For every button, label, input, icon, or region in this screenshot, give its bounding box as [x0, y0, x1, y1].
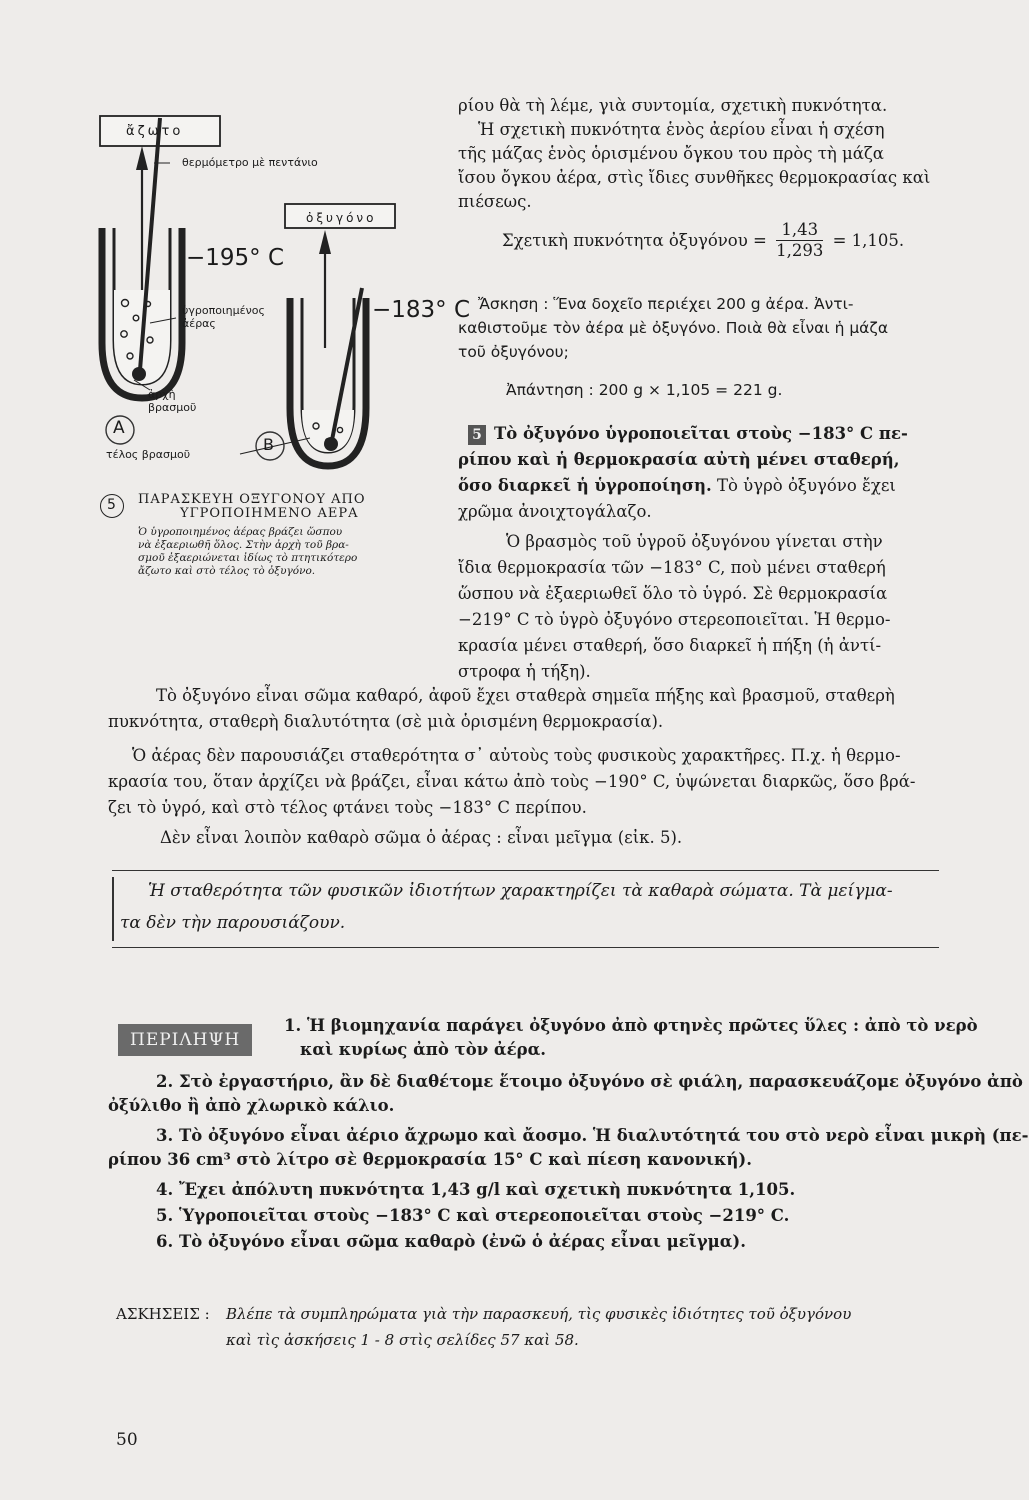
label-azoto: ἄζωτο — [126, 124, 184, 139]
summary-tag: ΠΕΡΙΛΗΨΗ — [118, 1024, 252, 1056]
label-oxygen: ὀξυγόνο — [306, 211, 377, 225]
formula-result: = 1,105. — [832, 231, 905, 250]
rule-line: Ἡ σταθερότητα τῶν φυσικῶν ἰδιοτήτων χαρακτηρίζει τὰ καθαρὰ σώματα. Τὰ μείγμα- — [148, 881, 893, 901]
summary-item: καὶ κυρίως ἀπὸ τὸν ἀέρα. — [300, 1040, 547, 1059]
label-thermometer: θερμόμετρο μὲ πεντάνιο — [182, 156, 318, 169]
temp-left: −195° C — [186, 245, 285, 271]
exercise-line: τοῦ ὀξυγόνου; — [458, 343, 569, 361]
exercises — [116, 1300, 939, 1360]
summary-item: 1. Ἡ βιομηχανία παράγει ὀξυγόνο ἀπὸ φτηνὲς πρῶτες ὕλες : ἀπὸ τὸ νερὸ — [284, 1016, 978, 1035]
caption-line: ἄζωτο καὶ στὸ τέλος τὸ ὀξυγόνο. — [138, 565, 316, 577]
text-line: στροφα ἡ τήξη). — [458, 662, 591, 681]
formula-label: Σχετικὴ πυκνότητα ὀξυγόνου = — [502, 231, 767, 250]
figure-caption — [100, 488, 440, 588]
relative-density-formula — [502, 220, 904, 261]
summary-list — [108, 1016, 1029, 1256]
section-number-badge: 5 — [468, 425, 486, 445]
summary-item: 6. Τὸ ὀξυγόνο εἶναι σῶμα καθαρὸ (ἐνῶ ὁ ἀέρας εἶναι μεῖγμα). — [156, 1232, 746, 1251]
caption-title-1: ΠΑΡΑΣΚΕΥΗ ΟΞΥΓΟΝΟΥ ΑΠΟ — [138, 492, 366, 507]
caption-line: νὰ ἐξαεριωθῆ ὅλος. Στὴν ἀρχὴ τοῦ βρα- — [138, 539, 349, 551]
arrow-up-icon — [136, 146, 148, 170]
label-liquefied-2: ἀέρας — [182, 317, 216, 330]
text-line: κρασία μένει σταθερή, ὅσο διαρκεῖ ἡ πήξη (ἡ ἀντί- — [458, 636, 882, 655]
text-line: ἴσου ὄγκου ἀέρα, στὶς ἴδιες συνθῆκες θερμοκρασίας καὶ — [458, 168, 931, 187]
exercises-line: καὶ τὶς ἀσκήσεις 1 - 8 στὶς σελίδες 57 καὶ 58. — [226, 1331, 579, 1349]
text-line: Ὁ βρασμὸς τοῦ ὑγροῦ ὀξυγόνου γίνεται στὴν — [506, 532, 883, 551]
summary-item: ρίπου 36 cm³ στὸ λίτρο σὲ θερμοκρασία 15° C καὶ πίεση κανονική). — [108, 1150, 752, 1169]
rule-box — [112, 870, 939, 948]
caption-title-2: ΥΓΡΟΠΟΙΗΜΕΝΟ ΑΕΡΑ — [180, 506, 359, 521]
summary-item: ὀξύλιθο ἢ ἀπὸ χλωρικὸ κάλιο. — [108, 1096, 395, 1115]
label-liquefied-1: ὑγροποιημένος — [182, 304, 265, 317]
exercise-line: καθιστοῦμε τὸν ἀέρα μὲ ὀξυγόνο. Ποιὰ θὰ εἶναι ἡ μάζα — [458, 319, 889, 337]
formula-fraction — [776, 220, 823, 261]
text-line: ζει τὸ ὑγρό, καὶ στὸ τέλος φτάνει τοὺς −183° C περίπου. — [108, 798, 587, 817]
text-line: Δὲν εἶναι λοιπὸν καθαρὸ σῶμα ὁ ἀέρας : εἶναι μεῖγμα (εἰκ. 5). — [160, 828, 683, 847]
text-line: κρασία του, ὅταν ἀρχίζει νὰ βράζει, εἶναι κάτω ἀπὸ τοὺς −190° C, ὑψώνεται διαρκῶς, ὅσο βρά- — [108, 772, 916, 791]
label-end-boil: τέλος βρασμοῦ — [106, 448, 191, 461]
label-start-boil-1: ἀρχὴ — [148, 388, 176, 401]
arrow-up-icon — [319, 230, 331, 254]
text-line: χρῶμα ἀνοιχτογάλαζο. — [458, 502, 652, 521]
right-column — [458, 96, 939, 686]
exercises-label: ΑΣΚΗΣΕΙΣ : — [116, 1305, 210, 1323]
text-line: Ἡ σχετικὴ πυκνότητα ἑνὸς ἀερίου εἶναι ἡ σχέση — [478, 120, 885, 139]
text-line: ἴδια θερμοκρασία τῶν −183° C, ποὺ μένει σταθερή — [458, 558, 886, 577]
rule-line: τα δὲν τὴν παρουσιάζουν. — [120, 913, 346, 933]
text-line: −219° C τὸ ὑγρὸ ὀξυγόνο στερεοποιεῖται. Ἡ θερμο- — [458, 610, 891, 629]
label-start-boil-2: βρασμοῦ — [148, 401, 197, 414]
figure-5 — [90, 108, 471, 480]
text-line: Ὁ ἀέρας δὲν παρουσιάζει σταθερότητα σ᾽ αὐτοὺς τοὺς φυσικοὺς χαρακτῆρες. Π.χ. ἡ θερμο- — [132, 746, 901, 765]
temp-right: −183° C — [372, 297, 471, 323]
text-line: ρίου θὰ τὴ λέμε, γιὰ συντομία, σχετικὴ πυκνότητα. — [458, 96, 888, 115]
body-text — [108, 686, 939, 836]
caption-number: 5 — [107, 497, 116, 513]
summary-item: 3. Τὸ ὀξυγόνο εἶναι ἀέριο ἄχρωμο καὶ ἄοσμο. Ἡ διαλυτότητά του στὸ νερὸ εἶναι μικρὴ (πε- — [156, 1126, 1029, 1145]
marker-b: B — [263, 435, 274, 454]
text-line: Τὸ ὀξυγόνο εἶναι σῶμα καθαρό, ἀφοῦ ἔχει σταθερὰ σημεῖα πήξης καὶ βρασμοῦ, σταθερὴ — [156, 686, 895, 705]
text-line: πυκνότητα, σταθερὴ διαλυτότητα (σὲ μιὰ ὁρισμένη θερμοκρασία). — [108, 712, 664, 731]
text-line: ὥσπου νὰ ἐξαεριωθεῖ ὅλο τὸ ὑγρό. Σὲ θερμοκρασία — [458, 584, 888, 603]
formula-numerator: 1,43 — [776, 220, 823, 241]
summary-item: 2. Στὸ ἐργαστήριο, ἂν δὲ διαθέτομε ἕτοιμο ὀξυγόνο σὲ φιάλη, παρασκευάζομε ὀξυγόνο ἀπὸ — [156, 1072, 1023, 1091]
summary-item: 4. Ἔχει ἀπόλυτη πυκνότητα 1,43 g/l καὶ σχετικὴ πυκνότητα 1,105. — [156, 1180, 796, 1199]
exercises-line: Βλέπε τὰ συμπληρώματα γιὰ τὴν παρασκευή, τὶς φυσικὲς ἰδιότητες τοῦ ὀξυγόνου — [226, 1305, 852, 1323]
caption-line: Ὁ ὑγροποιημένος ἀέρας βράζει ὥσπου — [138, 526, 343, 538]
formula-denominator: 1,293 — [776, 241, 824, 260]
text-line: τῆς μάζας ἑνὸς ὁρισμένου ὄγκου του πρὸς τὴ μάζα — [458, 144, 884, 163]
summary-item: 5. Ὑγροποιεῖται στοὺς −183° C καὶ στερεοποιεῖται στοὺς −219° C. — [156, 1206, 790, 1225]
exercise-line: Ἄσκηση : Ἕνα δοχεῖο περιέχει 200 g ἀέρα. Ἀντι- — [478, 295, 854, 313]
section-heading-line: 5 Τὸ ὀξυγόνο ὑγροποιεῖται στοὺς −183° C πε- — [468, 424, 908, 445]
caption-line: σμοῦ ἐξαεριώνεται ἰδίως τὸ πτητικότερο — [138, 552, 358, 564]
section-heading-line: ρίπου καὶ ἡ θερμοκρασία αὐτὴ μένει σταθερή, — [458, 450, 900, 469]
marker-a: A — [113, 418, 125, 438]
answer-line: Ἀπάντηση : 200 g × 1,105 = 221 g. — [506, 381, 783, 399]
text-line: πιέσεως. — [458, 192, 532, 211]
page-number: 50 — [116, 1430, 138, 1450]
section-heading-line: ὅσο διαρκεῖ ἡ ὑγροποίηση. Τὸ ὑγρὸ ὀξυγόνο ἔχει — [458, 476, 896, 495]
